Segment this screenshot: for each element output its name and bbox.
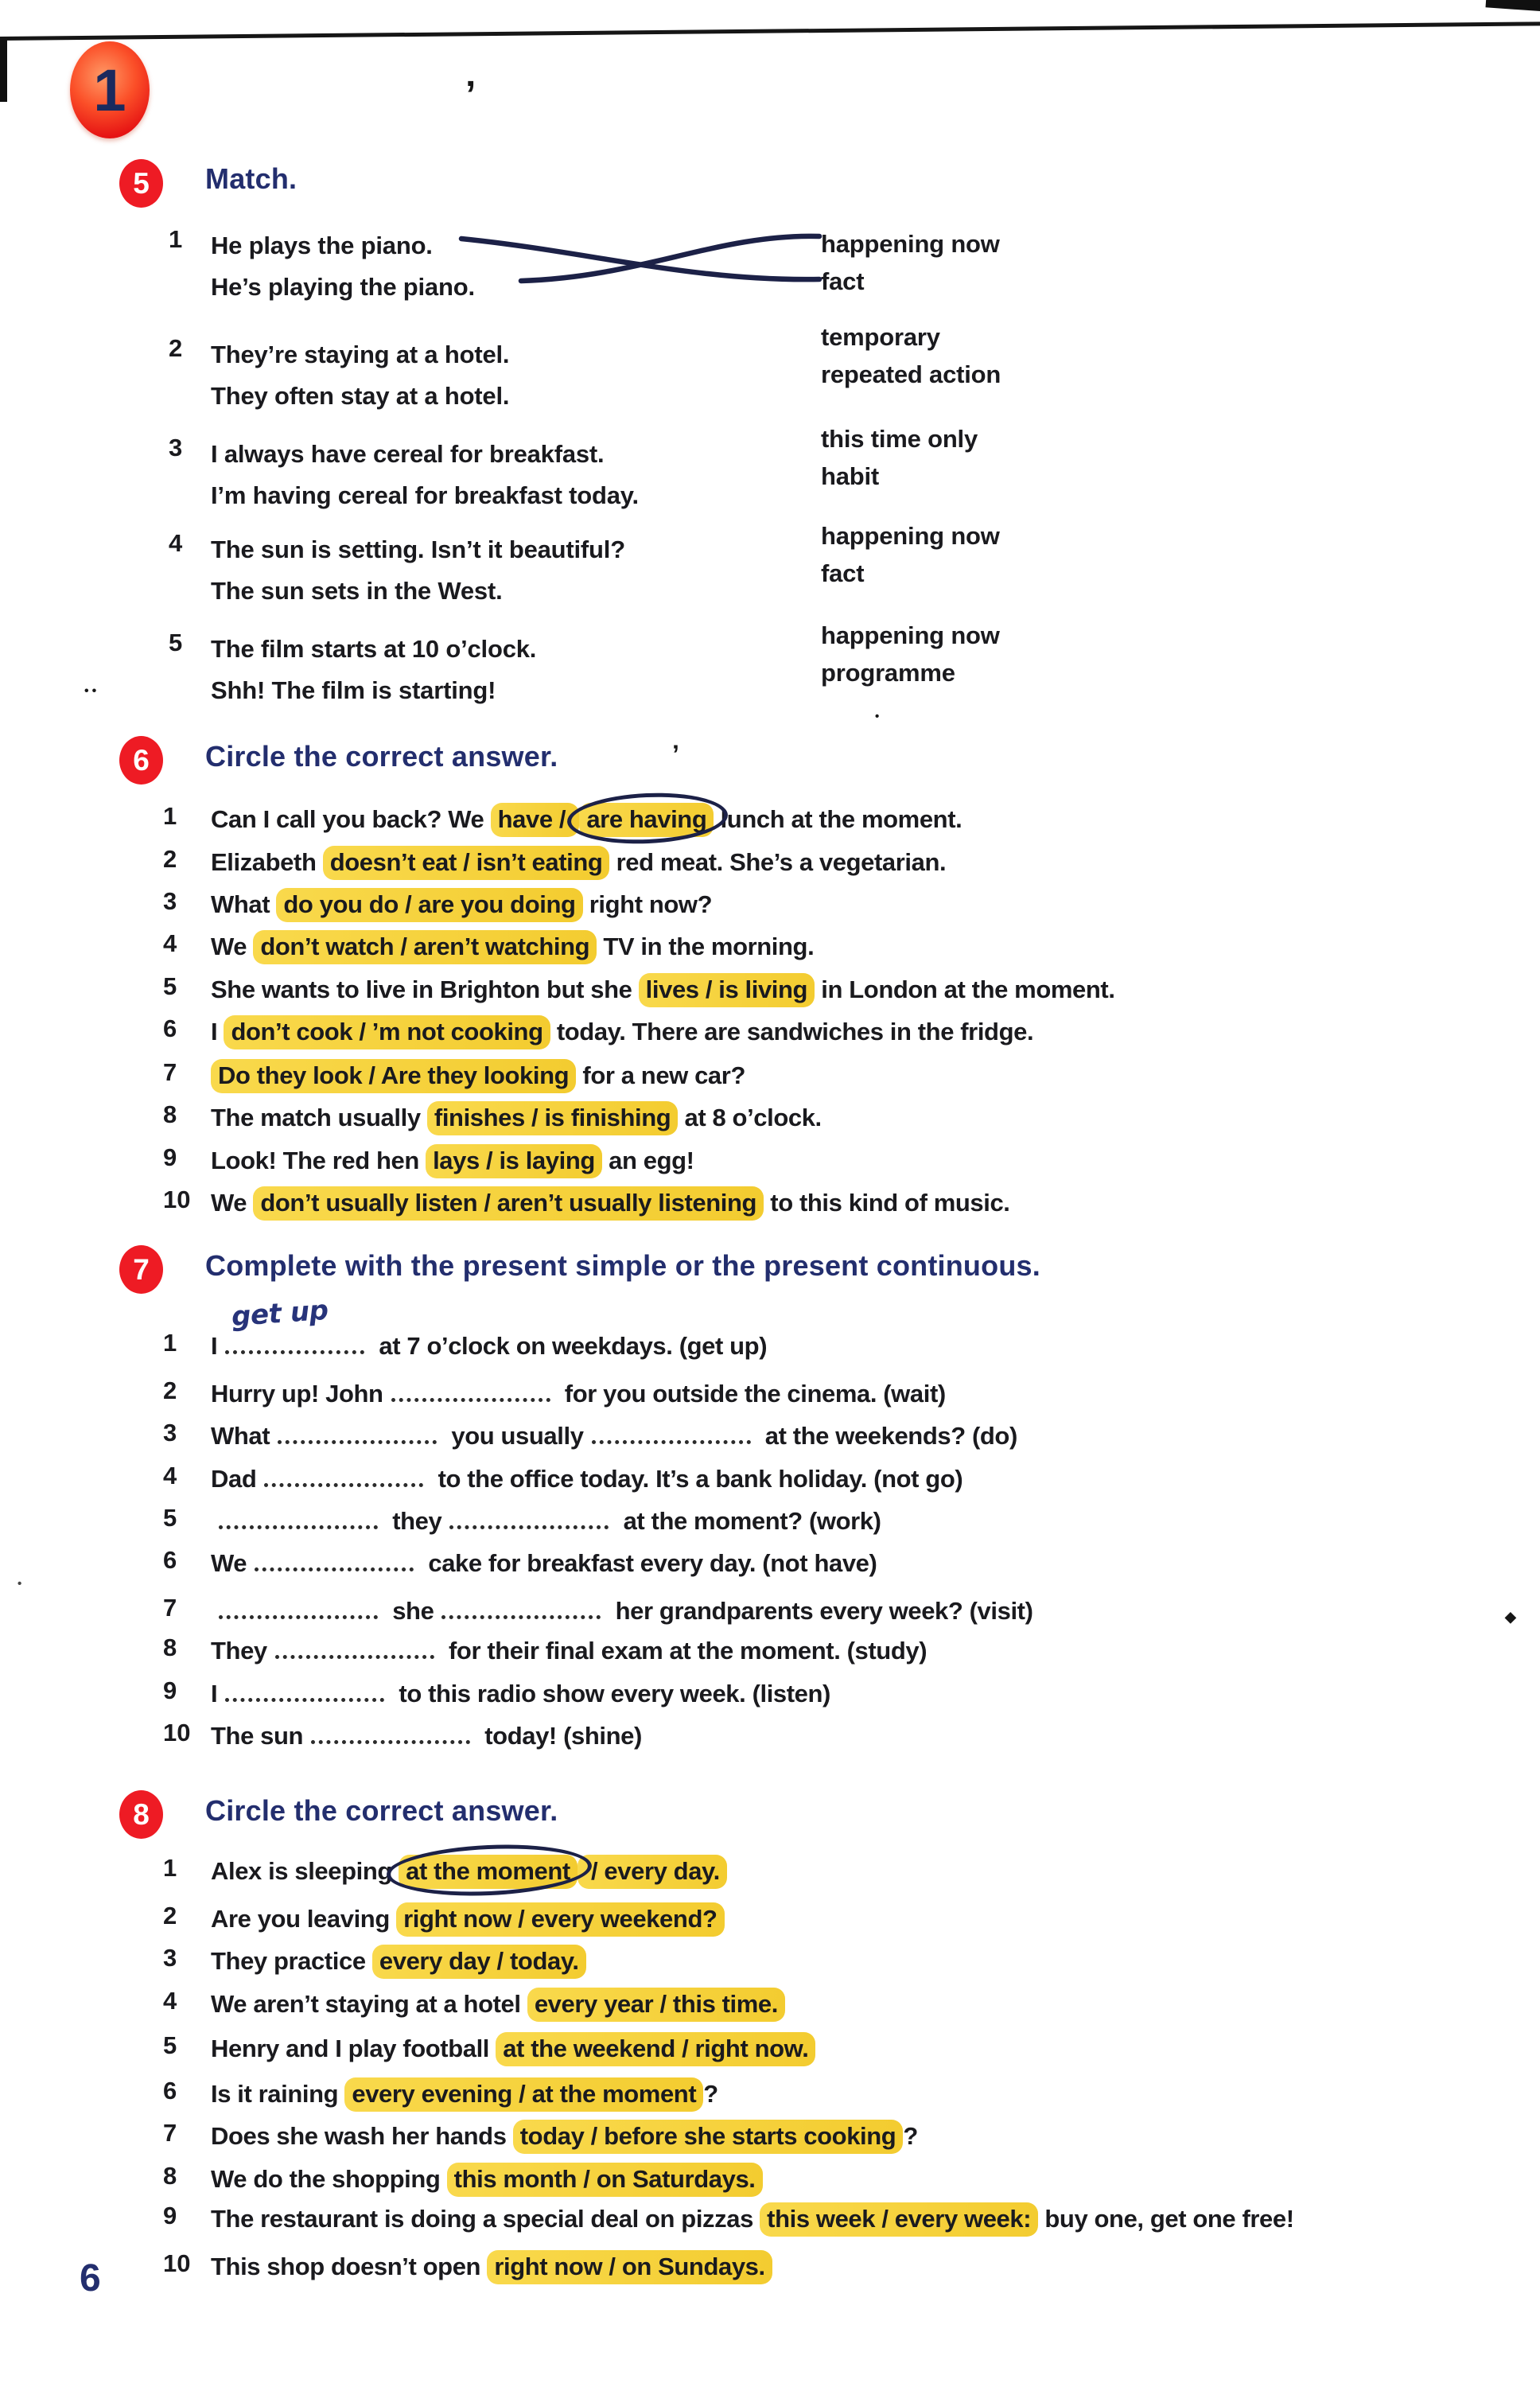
highlight-marker: this week / every week: — [760, 2202, 1038, 2237]
question-number: 5 — [163, 972, 177, 1000]
match-item-number: 1 — [169, 225, 183, 253]
text-segment: We — [211, 1549, 247, 1577]
question-text — [211, 1987, 785, 2022]
scan-dot-mark-left: • — [18, 1577, 22, 1591]
match-option: temporary — [821, 323, 940, 351]
exercise-7-title: Complete with the present simple or the present continuous. — [205, 1249, 1040, 1282]
question-number: 6 — [163, 1014, 177, 1042]
text-segment: Look! The red hen — [211, 1147, 426, 1174]
scan-tick-mark: ’ — [672, 740, 679, 769]
question-number: 9 — [163, 1676, 177, 1704]
text-segment: Is it raining — [211, 2080, 345, 2108]
text-segment: at 8 o’clock. — [678, 1104, 822, 1131]
match-item-number: 4 — [169, 529, 183, 557]
highlight-marker: doesn’t eat / isn’t eating — [323, 846, 610, 880]
text-segment: What — [211, 890, 277, 918]
question-number: 1 — [163, 1854, 177, 1882]
text-segment: I — [211, 1680, 218, 1708]
text-segment: at the moment? (work) — [616, 1507, 881, 1535]
text-segment: The match usually — [211, 1104, 427, 1131]
highlight-marker: every evening / at the moment — [344, 2077, 703, 2112]
question-number: 10 — [163, 1186, 191, 1213]
handwritten-answer: get up — [230, 1294, 330, 1333]
text-segment: Are you leaving — [211, 1905, 397, 1933]
text-segment: today! (shine) — [478, 1722, 642, 1750]
text-segment: to this kind of music. — [764, 1189, 1010, 1217]
text-segment: today. There are sandwiches in the fridge. — [550, 1018, 1034, 1046]
question-text — [211, 1902, 725, 1937]
match-sentence: He plays the piano. — [211, 232, 433, 259]
exercise-6-number: 6 — [133, 743, 150, 777]
question-text — [211, 1944, 586, 1979]
highlight-marker: at the weekend / right now. — [496, 2032, 815, 2066]
text-segment: for you outside the cinema. (wait) — [558, 1380, 946, 1408]
text-segment: Henry and I play football — [211, 2035, 496, 2062]
highlight-marker: have / — [491, 803, 580, 837]
exercise-5-number: 5 — [133, 166, 150, 200]
question-number: 8 — [163, 2162, 177, 2190]
highlight-marker: Do they look / Are they looking — [211, 1059, 576, 1093]
text-segment: lunch at the moment. — [714, 805, 962, 833]
highlight-marker: don’t cook / ’m not cooking — [224, 1015, 550, 1049]
text-segment: her grandparents every week? (visit) — [609, 1597, 1033, 1625]
question-number: 8 — [163, 1634, 177, 1661]
question-number: 8 — [163, 1100, 177, 1128]
text-segment: at 7 o’clock on weekdays. (get up) — [372, 1332, 768, 1360]
highlight-marker: lays / is laying — [426, 1144, 602, 1178]
text-segment: for their final exam at the moment. (study) — [441, 1637, 928, 1665]
question-number: 10 — [163, 1719, 191, 1746]
text-segment: cake for breakfast every day. (not have) — [422, 1549, 877, 1577]
highlight-marker: this month / on Saturdays. — [447, 2163, 763, 2197]
text-segment: We do the shopping — [211, 2165, 447, 2193]
question-number: 2 — [163, 1902, 177, 1929]
match-sentence: I always have cereal for breakfast. — [211, 440, 605, 468]
question-text — [211, 2162, 763, 2197]
highlight-marker: every year / this time. — [527, 1988, 785, 2022]
highlight-marker: / every day. — [578, 1855, 727, 1889]
question-number: 1 — [163, 1329, 177, 1357]
question-number: 6 — [163, 1546, 177, 1574]
match-option: happening now — [821, 230, 1000, 258]
text-segment: at the weekends? (do) — [758, 1422, 1017, 1450]
question-text — [211, 2249, 772, 2284]
match-option: this time only — [821, 425, 978, 453]
question-number: 6 — [163, 2077, 177, 2105]
match-sentence: Shh! The film is starting! — [211, 676, 496, 704]
exercise-8-number: 8 — [133, 1797, 150, 1831]
match-option: fact — [821, 559, 865, 587]
highlight-marker: do you do / are you doing — [276, 888, 582, 922]
match-option: fact — [821, 267, 865, 295]
question-number: 7 — [163, 2119, 177, 2147]
question-number: 5 — [163, 1504, 177, 1532]
highlight-marker: today / before she starts cooking — [513, 2120, 904, 2154]
highlight-marker: finishes / is finishing — [427, 1101, 678, 1135]
scan-dot-mark: • — [875, 710, 880, 723]
match-sentence: The sun sets in the West. — [211, 577, 503, 605]
text-segment: ? — [903, 2122, 918, 2150]
question-number: 3 — [163, 887, 177, 915]
match-sentence: They often stay at a hotel. — [211, 382, 510, 410]
text-segment: ? — [703, 2080, 718, 2108]
highlight-pen-circled: are having — [579, 803, 714, 837]
text-segment: Does she wash her hands — [211, 2122, 513, 2150]
match-option: programme — [821, 659, 955, 687]
match-option: repeated action — [821, 360, 1001, 388]
text-segment: She wants to live in Brighton but she — [211, 975, 639, 1003]
question-text — [211, 2202, 1294, 2237]
text-segment: We aren’t staying at a hotel — [211, 1990, 527, 2018]
text-segment: right now? — [582, 890, 713, 918]
exercise-6-title: Circle the correct answer. — [205, 740, 558, 773]
question-number: 7 — [163, 1594, 177, 1622]
text-segment: they — [386, 1507, 442, 1535]
text-segment: I — [211, 1332, 218, 1360]
text-segment: The sun — [211, 1722, 304, 1750]
exercise-8-title: Circle the correct answer. — [205, 1794, 558, 1827]
highlight-marker: right now / on Sundays. — [487, 2250, 772, 2284]
text-segment: Elizabeth — [211, 848, 323, 876]
match-option: habit — [821, 462, 880, 490]
question-text — [211, 2119, 918, 2154]
question-number: 10 — [163, 2249, 191, 2277]
question-number: 4 — [163, 1462, 177, 1489]
text-segment: Hurry up! John — [211, 1380, 383, 1408]
text-segment: Can I call you back? We — [211, 805, 491, 833]
question-number: 3 — [163, 1419, 177, 1447]
question-number: 4 — [163, 1987, 177, 2015]
question-number: 1 — [163, 802, 177, 830]
match-item-number: 3 — [169, 434, 183, 461]
text-segment: in London at the moment. — [815, 975, 1115, 1003]
question-text — [211, 2077, 718, 2112]
text-segment: an egg! — [601, 1147, 694, 1174]
exercise-5-title: Match. — [205, 162, 298, 195]
highlight-pen-circled: at the moment — [399, 1855, 578, 1889]
unit-number: 1 — [93, 56, 126, 123]
question-number: 5 — [163, 2031, 177, 2059]
text-segment: Dad — [211, 1465, 257, 1493]
match-item-number: 5 — [169, 629, 183, 656]
text-segment: TV in the morning. — [597, 933, 815, 960]
highlight-marker: lives / is living — [639, 973, 815, 1007]
match-sentence: He’s playing the piano. — [211, 273, 475, 301]
question-number: 3 — [163, 1944, 177, 1972]
exercise-7-number: 7 — [133, 1252, 150, 1286]
text-segment: We — [211, 933, 254, 960]
pen-circle-icon — [386, 1840, 593, 1899]
match-option: happening now — [821, 522, 1000, 550]
question-number: 2 — [163, 1377, 177, 1404]
scan-dots-mark: •• — [84, 684, 100, 698]
highlight-marker: don’t watch / aren’t watching — [253, 930, 597, 964]
text-segment: she — [386, 1597, 434, 1625]
highlight-marker: every day / today. — [372, 1945, 586, 1979]
highlight-marker: don’t usually listen / aren’t usually listening — [253, 1186, 764, 1221]
text-segment: buy one, get one free! — [1038, 2205, 1294, 2233]
question-number: 9 — [163, 2202, 177, 2229]
text-segment: you usually — [445, 1422, 584, 1450]
question-text — [211, 1854, 727, 1889]
text-segment: They — [211, 1637, 267, 1665]
page-number: 6 — [80, 2257, 101, 2299]
question-number: 7 — [163, 1058, 177, 1086]
question-number: 4 — [163, 929, 177, 957]
text-segment: We — [211, 1189, 254, 1217]
match-option: happening now — [821, 621, 1000, 649]
match-sentence: The sun is setting. Isn’t it beautiful? — [211, 535, 625, 563]
text-segment: for a new car? — [576, 1061, 745, 1089]
text-segment: The restaurant is doing a special deal on pizzas — [211, 2205, 760, 2233]
question-number: 2 — [163, 845, 177, 873]
highlight-marker: right now / every weekend? — [396, 1902, 724, 1937]
match-sentence: The film starts at 10 o’clock. — [211, 635, 537, 663]
text-segment: What — [211, 1422, 270, 1450]
text-segment: to the office today. It’s a bank holiday. (not go) — [431, 1465, 963, 1493]
text-segment: They practice — [211, 1947, 372, 1975]
text-segment: I — [211, 1018, 224, 1046]
scan-diamond-mark: ◆ — [1505, 1609, 1516, 1625]
question-number: 9 — [163, 1143, 177, 1171]
match-sentence: I’m having cereal for breakfast today. — [211, 481, 639, 509]
match-sentence: They’re staying at a hotel. — [211, 341, 510, 368]
text-segment: Alex is sleeping — [211, 1857, 399, 1885]
question-text — [211, 2031, 815, 2066]
text-segment: red meat. She’s a vegetarian. — [609, 848, 947, 876]
match-item-number: 2 — [169, 334, 183, 362]
text-segment: This shop doesn’t open — [211, 2253, 488, 2280]
scan-apostrophe-mark: ’ — [465, 74, 476, 116]
text-segment: to this radio show every week. (listen) — [392, 1680, 830, 1708]
